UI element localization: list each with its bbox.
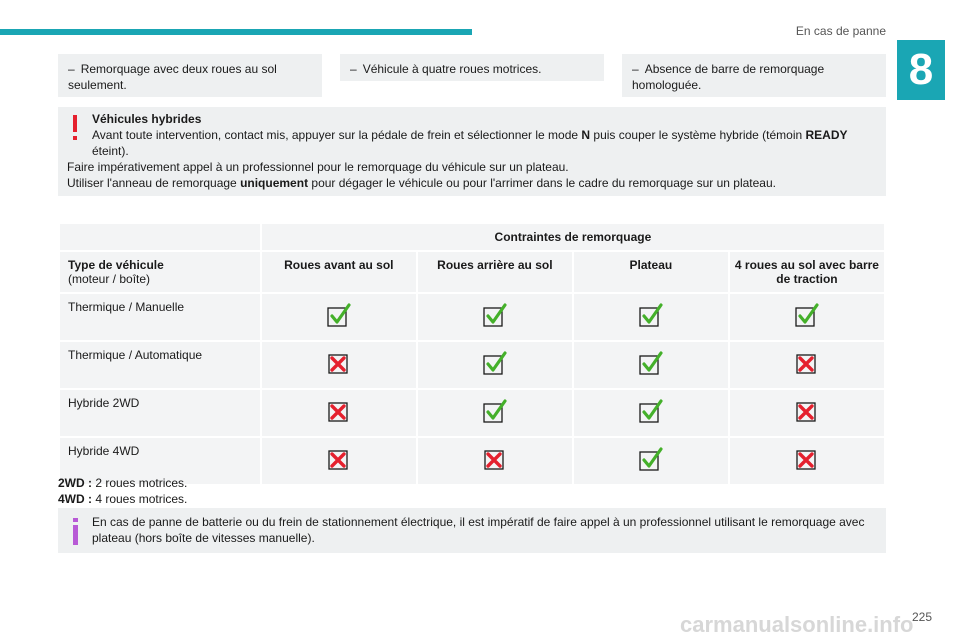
table-row: [59, 389, 885, 437]
row-header-title: Type de véhicule (moteur / boîte): [59, 251, 261, 293]
check-icon: [795, 303, 819, 327]
watermark: carmanualsonline.info: [680, 612, 914, 637]
cell-plateau: [573, 437, 729, 485]
cell-four-wheels: [729, 341, 885, 389]
intro-note-1: – Remorquage avec deux roues au sol seulement.: [58, 54, 322, 97]
row-label: Hybride 2WD: [59, 389, 261, 437]
cell-front: [261, 437, 417, 485]
cell-four-wheels: [729, 293, 885, 341]
row-label: Hybride 4WD: [59, 437, 261, 485]
cell-four-wheels: [729, 389, 885, 437]
row-label: Thermique / Automatique: [59, 341, 261, 389]
check-icon: [639, 351, 663, 375]
cross-icon: [795, 399, 819, 423]
table-row: [59, 341, 885, 389]
cell-rear: [417, 341, 573, 389]
cross-icon: [327, 351, 351, 375]
col-header-plateau: Plateau: [573, 251, 729, 293]
cross-icon: [327, 447, 351, 471]
col-header-front: Roues avant au sol: [261, 251, 417, 293]
legend-2wd: 2WD : 2 roues motrices.: [58, 476, 188, 490]
check-icon: [483, 399, 507, 423]
cross-icon: [327, 399, 351, 423]
info-icon: [71, 518, 79, 544]
chapter-badge: 8: [897, 40, 945, 100]
cell-four-wheels: [729, 437, 885, 485]
info-text: En cas de panne de batterie ou du frein de stationnement électrique, il est impératif de faire appel à un professionnel utilisant le remorquage avec plateau (hors boîte de vitesses manuelle).: [92, 515, 865, 545]
warning-text: Véhicules hybrides Avant toute intervention, contact mis, appuyer sur la pédale de frein et sélectionner le mode N puis couper le système hybride (témoin READY éteint). Faire impérativement appel à un professionnel pour le remorquage du véhicule sur un plateau. Utiliser l'anneau de remorquage uniquement pour dégager le véhicule ou pour l'arrimer dans le cadre du remorquage sur un plateau.: [67, 112, 848, 190]
check-icon: [639, 447, 663, 471]
header-accent-bar: [0, 29, 472, 35]
table-super-header: Contraintes de remorquage: [261, 223, 885, 251]
cell-plateau: [573, 341, 729, 389]
cell-plateau: [573, 293, 729, 341]
legend-4wd: 4WD : 4 roues motrices.: [58, 492, 188, 506]
check-icon: [327, 303, 351, 327]
table-corner: [59, 223, 261, 251]
col-header-four-wheels: 4 roues au sol avec barre de traction: [729, 251, 885, 293]
row-label: Thermique / Manuelle: [59, 293, 261, 341]
cell-front: [261, 341, 417, 389]
intro-note-3: – Absence de barre de remorquage homologuée.: [622, 54, 886, 97]
col-header-rear: Roues arrière au sol: [417, 251, 573, 293]
cross-icon: [795, 351, 819, 375]
legend: [58, 475, 187, 507]
warning-title: Véhicules hybrides: [92, 112, 202, 126]
check-icon: [639, 303, 663, 327]
cell-rear: [417, 437, 573, 485]
check-icon: [639, 399, 663, 423]
check-icon: [483, 303, 507, 327]
cell-front: [261, 293, 417, 341]
cell-rear: [417, 389, 573, 437]
cell-plateau: [573, 389, 729, 437]
cell-rear: [417, 293, 573, 341]
cell-front: [261, 389, 417, 437]
cross-icon: [795, 447, 819, 471]
section-title: En cas de panne: [795, 24, 886, 38]
intro-note-2: – Véhicule à quatre roues motrices.: [340, 54, 604, 81]
table-row: [59, 293, 885, 341]
cross-icon: [483, 447, 507, 471]
page-number: 225: [911, 610, 932, 624]
check-icon: [483, 351, 507, 375]
towing-constraints-table: [58, 222, 886, 486]
